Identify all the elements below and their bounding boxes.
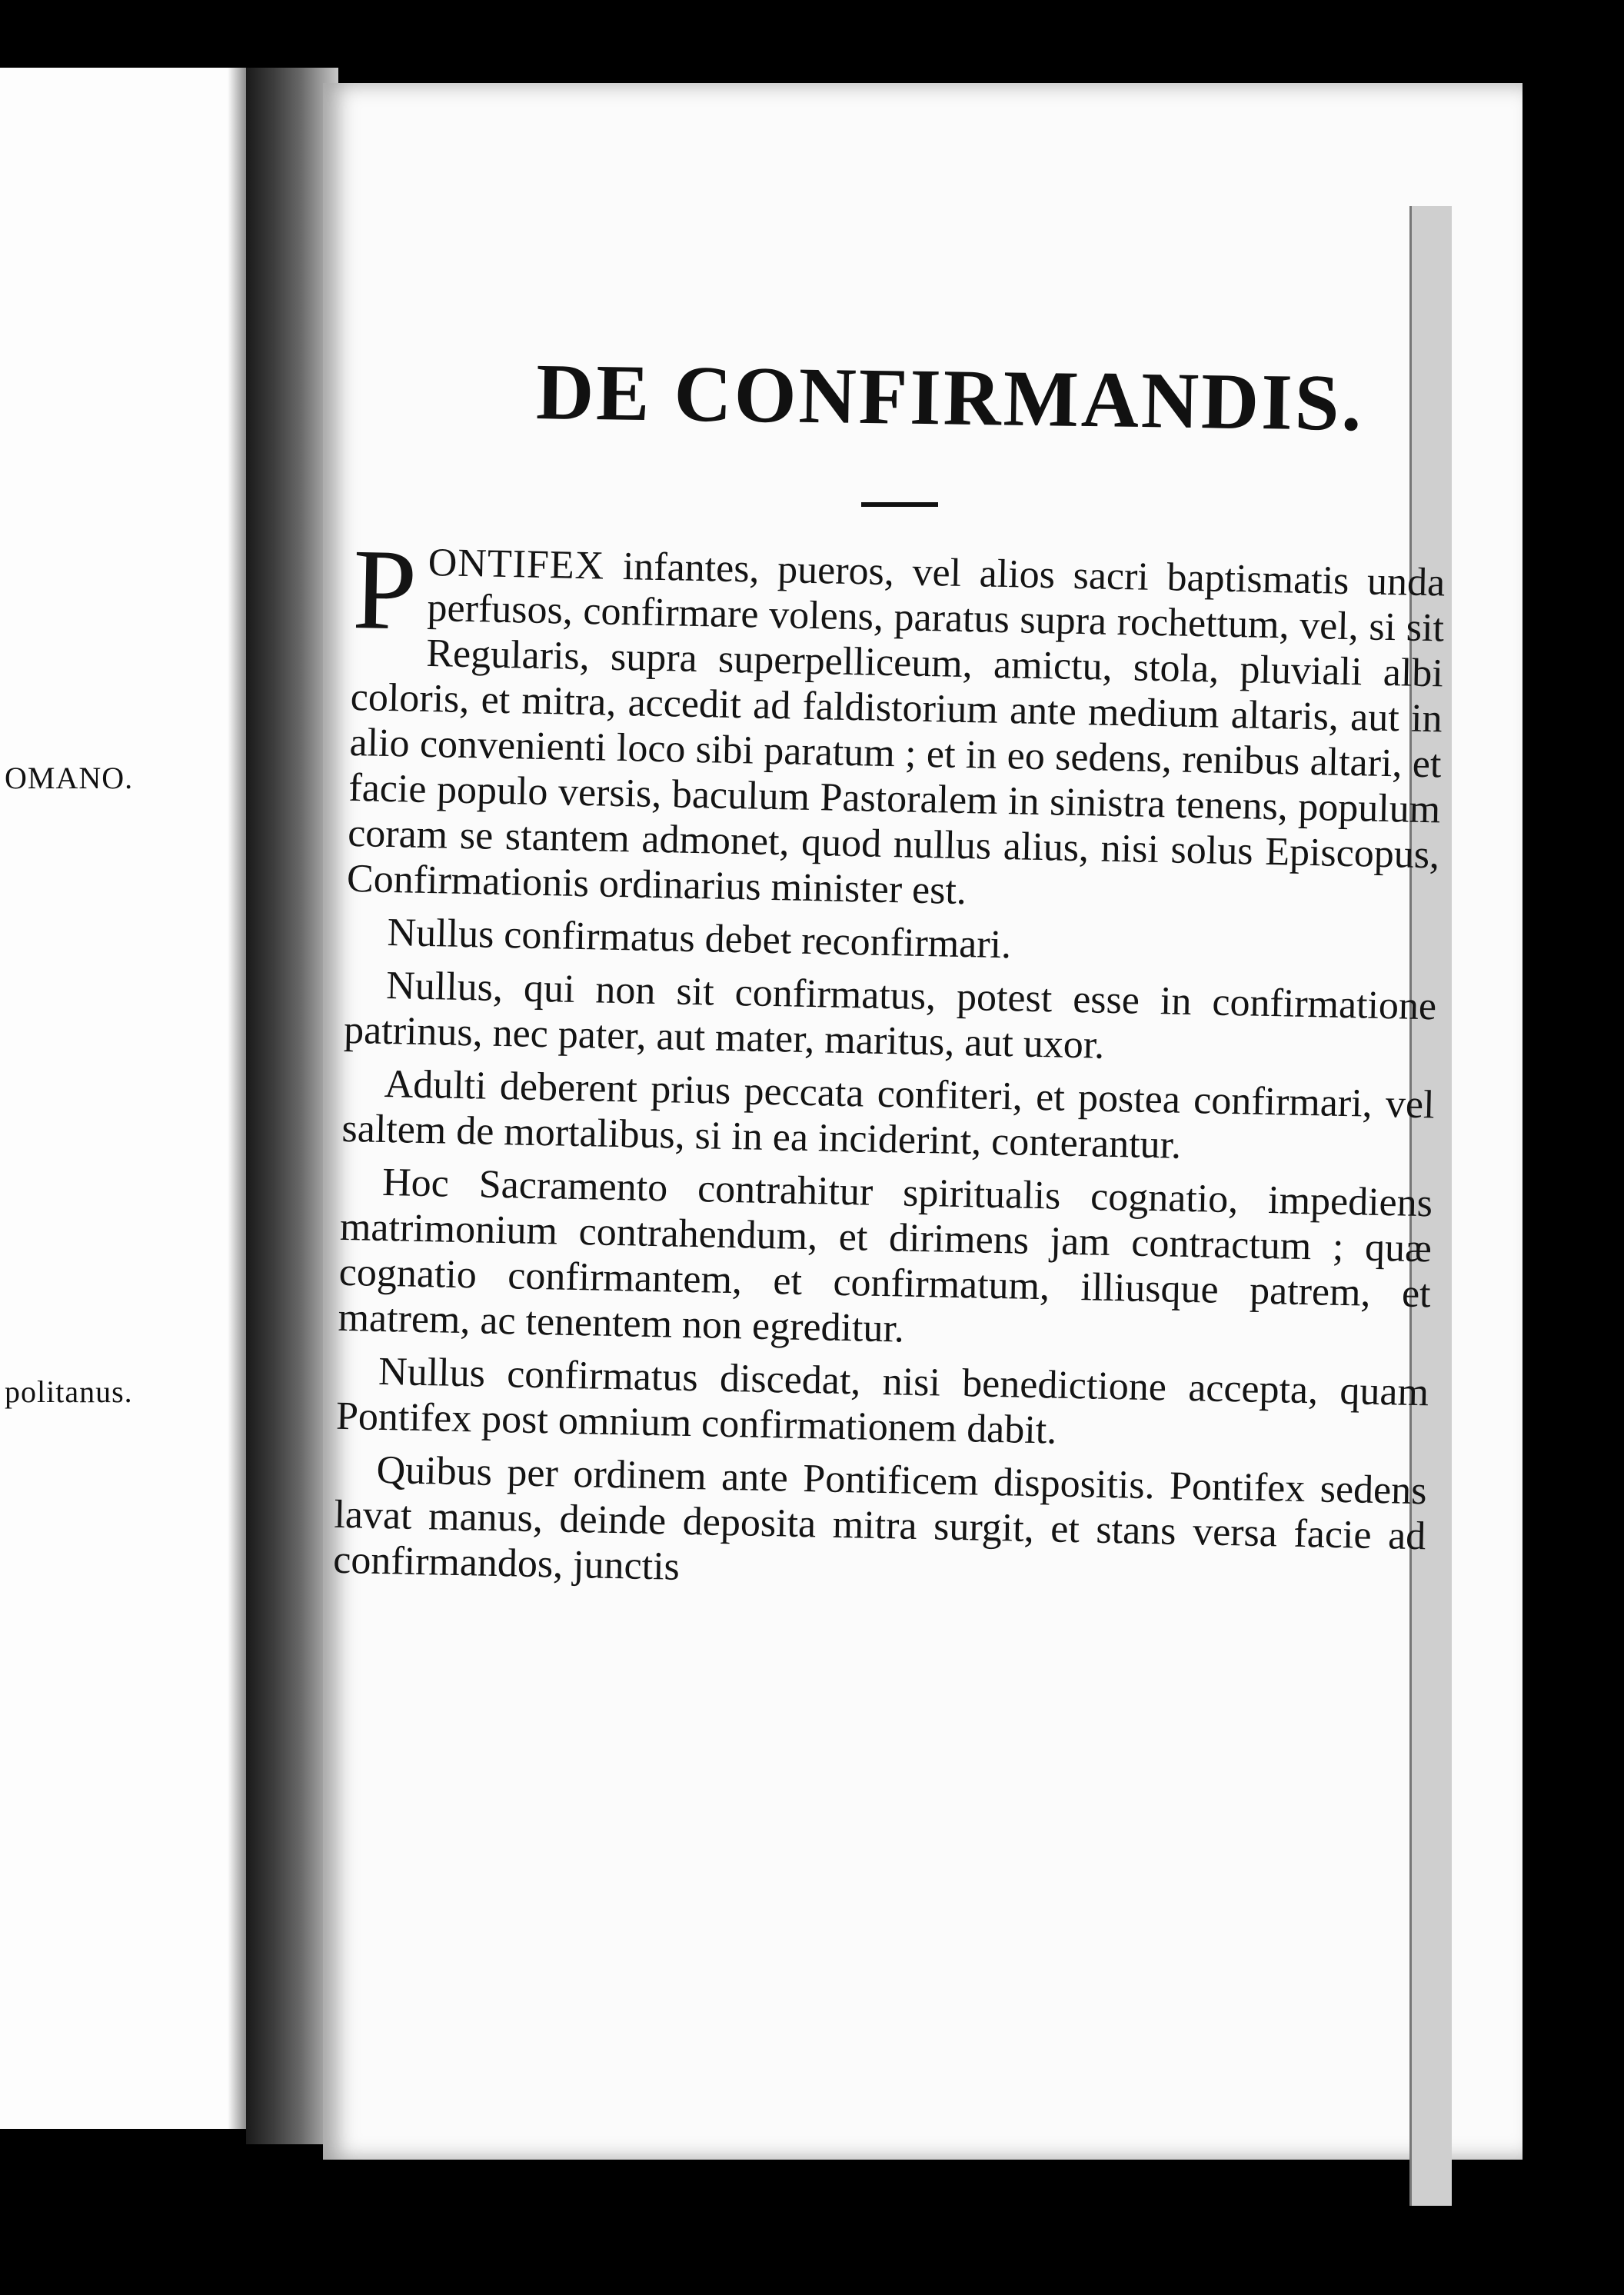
page-title: DE CONFIRMANDIS. bbox=[535, 347, 1365, 448]
left-page-text-fragment: politanus. bbox=[5, 1374, 133, 1409]
small-caps-word: ONTIFEX bbox=[428, 540, 605, 588]
title-rule bbox=[861, 502, 938, 507]
paragraph bbox=[346, 525, 1446, 923]
paragraph: Nullus confirmatus debet reconfirmari. bbox=[387, 910, 1012, 968]
left-page-text-fragment: OMANO. bbox=[5, 761, 134, 795]
paragraph-text: infantes, pueros, vel alios sacri baptismatis unda perfusos, confirmare volens, paratus supra rochettum, vel, si sit Regularis, supra superpelliceum, amictu, stola, pluviali albi coloris, et mitra, accedit ad faldistorium ante medium altaris, aut in alio convenienti loco sibi paratum ; et in eo sedens, renibus altari, et facie populo versis, baculum Pastoralem in sinistra tenens, populum coram se stantem admonet, quod nullus alius, nisi solus Episcopus, Confirmationis ordinarius minister est. bbox=[346, 545, 1446, 914]
left-facing-page bbox=[0, 68, 251, 2129]
paragraph: Quibus per ordinem ante Pontificem dispositis. Pontifex sedens lavat manus, deinde deposita mitra surgit, et stans versa facie ad confirmandos, junctis bbox=[332, 1447, 1427, 1589]
paragraph: Nullus confirmatus discedat, nisi benedictione accepta, quam Pontifex post omnium confirmationem dabit. bbox=[335, 1349, 1429, 1453]
right-page bbox=[323, 83, 1522, 2160]
paragraph: Nullus, qui non sit confirmatus, potest esse in confirmatione patrinus, nec pater, aut mater, maritus, aut uxor. bbox=[343, 963, 1437, 1068]
page-shadow bbox=[228, 68, 246, 2129]
body-text bbox=[332, 525, 1446, 1612]
paragraph: Adulti deberent prius peccata confiteri, et postea confirmari, vel saltem de mortalibus, si in ea inciderint, conterantur. bbox=[341, 1061, 1436, 1167]
drop-cap: P bbox=[351, 525, 418, 655]
paragraph: Hoc Sacramento contrahitur spiritualis cognatio, impediens matrimonium contrahendum, et dirimens jam contractum ; quæ cognatio confirmantem, et confirmatum, illiusque patrem, et matrem, ac tenentem non egreditur. bbox=[338, 1160, 1433, 1351]
